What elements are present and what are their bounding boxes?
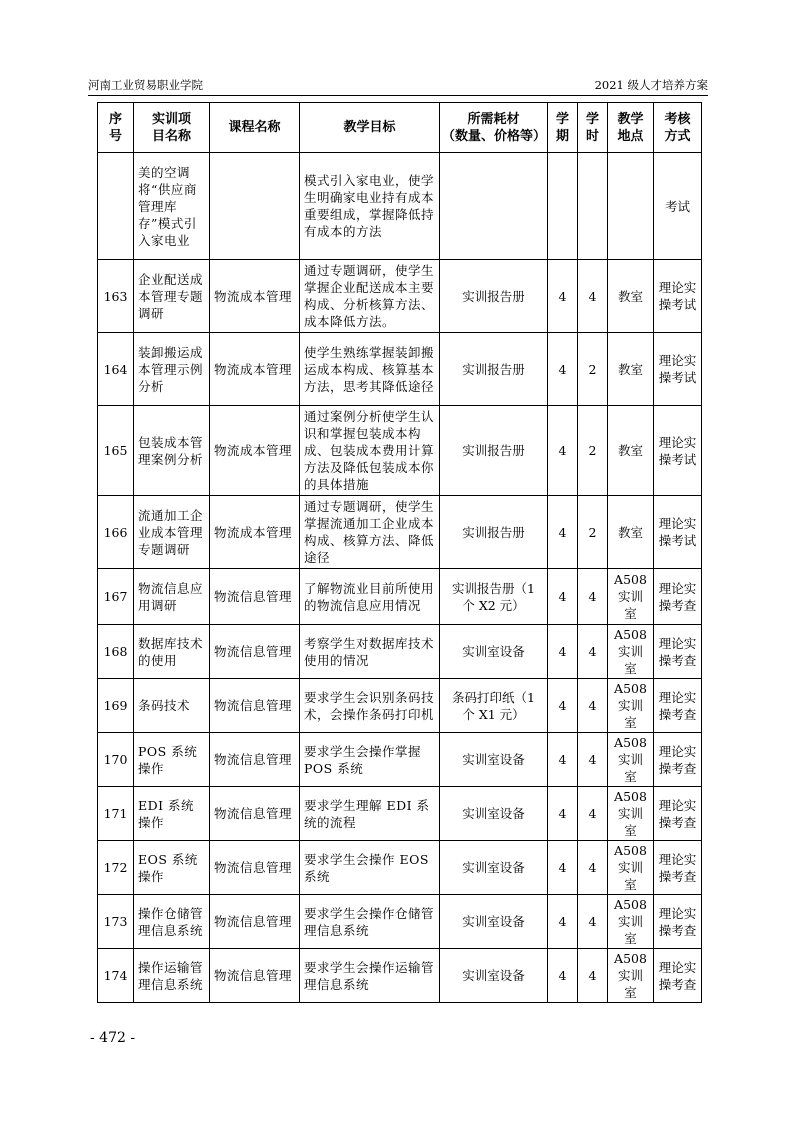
- cell-no: [98, 153, 134, 260]
- col-header-line: 所需耗材: [467, 111, 520, 127]
- table-row: [98, 406, 702, 496]
- table-row: [98, 260, 702, 333]
- cell-name: 包装成本管理案例分析: [134, 406, 210, 496]
- cell-assess: 理论实操考查: [654, 625, 702, 679]
- cell-place: A508 实训室: [608, 733, 654, 787]
- cell-term: 4: [548, 569, 578, 625]
- col-header-term: [548, 103, 578, 153]
- col-header-line: 号: [108, 128, 122, 144]
- col-header-line: 课程名称: [228, 120, 281, 135]
- cell-place: 教室: [608, 260, 654, 333]
- cell-hours: 4: [578, 625, 608, 679]
- cell-name: EOS 系统操作: [134, 841, 210, 895]
- cell-place: A508 实训室: [608, 625, 654, 679]
- col-header-materials: [440, 103, 548, 153]
- col-header-line: 时: [585, 128, 599, 144]
- cell-hours: 4: [578, 787, 608, 841]
- document-title: 2021 级人才培养方案: [594, 78, 708, 92]
- cell-no: 170: [98, 733, 134, 787]
- col-header-line: （数量、价格等）: [442, 128, 547, 144]
- cell-name: 操作运输管理信息系统: [134, 949, 210, 1003]
- col-header-place: [608, 103, 654, 153]
- cell-hours: 4: [578, 841, 608, 895]
- cell-hours: 4: [578, 733, 608, 787]
- cell-term: 4: [548, 496, 578, 569]
- cell-course: 物流信息管理: [210, 569, 300, 625]
- cell-materials: 实训报告册: [440, 496, 548, 569]
- cell-name: 物流信息应用调研: [134, 569, 210, 625]
- cell-goal: 使学生熟练掌握装卸搬运成本构成、核算基本方法，思考其降低途径: [300, 333, 440, 406]
- cell-assess: 理论实操考查: [654, 841, 702, 895]
- page-header: [88, 76, 708, 94]
- cell-goal: 通过案例分析使学生认识和掌握包装成本构成、包装成本费用计算方法及降低包装成本你的具体措施: [300, 406, 440, 496]
- cell-course: 物流信息管理: [210, 841, 300, 895]
- col-header-line: 教学: [617, 111, 644, 127]
- col-header-line: 学: [585, 111, 599, 127]
- col-header-line: 地点: [617, 128, 644, 144]
- cell-goal: 了解物流业目前所使用的物流信息应用情况: [300, 569, 440, 625]
- cell-course: 物流成本管理: [210, 496, 300, 569]
- col-header-line: 实训项: [151, 111, 191, 127]
- col-header-goal: [300, 103, 440, 153]
- cell-materials: [440, 153, 548, 260]
- cell-hours: 4: [578, 895, 608, 949]
- cell-term: 4: [548, 406, 578, 496]
- cell-place: A508 实训室: [608, 787, 654, 841]
- cell-goal: 模式引入家电业，使学生明确家电业持有成本重要组成，掌握降低持有成本的方法: [300, 153, 440, 260]
- table-row: [98, 787, 702, 841]
- cell-course: 物流成本管理: [210, 260, 300, 333]
- cell-goal: 要求学生理解 EDI 系统的流程: [300, 787, 440, 841]
- cell-name: 企业配送成本管理专题调研: [134, 260, 210, 333]
- cell-assess: 理论实操考查: [654, 949, 702, 1003]
- cell-materials: 实训室设备: [440, 625, 548, 679]
- cell-goal: 要求学生会操作掌握 POS 系统: [300, 733, 440, 787]
- cell-materials: 实训报告册（1 个 X2 元）: [440, 569, 548, 625]
- table-row: [98, 841, 702, 895]
- table-header-row: [98, 103, 702, 153]
- cell-name: 美的空调将“供应商管理库存”模式引入家电业: [134, 153, 210, 260]
- table-row: [98, 733, 702, 787]
- col-header-assess: [654, 103, 702, 153]
- table-row: [98, 569, 702, 625]
- cell-course: 物流信息管理: [210, 679, 300, 733]
- col-header-name: [134, 103, 210, 153]
- cell-term: 4: [548, 333, 578, 406]
- cell-hours: 4: [578, 260, 608, 333]
- cell-materials: 实训室设备: [440, 949, 548, 1003]
- cell-term: 4: [548, 841, 578, 895]
- cell-hours: 4: [578, 949, 608, 1003]
- cell-assess: 理论实操考试: [654, 406, 702, 496]
- table-row: [98, 496, 702, 569]
- cell-course: [210, 153, 300, 260]
- cell-no: 169: [98, 679, 134, 733]
- cell-no: 172: [98, 841, 134, 895]
- header-rule: [88, 95, 708, 96]
- col-header-no: [98, 103, 134, 153]
- cell-assess: 理论实操考查: [654, 569, 702, 625]
- cell-no: 168: [98, 625, 134, 679]
- cell-name: 装卸搬运成本管理示例分析: [134, 333, 210, 406]
- cell-assess: 理论实操考查: [654, 733, 702, 787]
- table-row: [98, 333, 702, 406]
- cell-course: 物流信息管理: [210, 949, 300, 1003]
- cell-assess: 理论实操考试: [654, 260, 702, 333]
- cell-term: 4: [548, 260, 578, 333]
- cell-place: A508 实训室: [608, 949, 654, 1003]
- cell-no: 165: [98, 406, 134, 496]
- cell-no: 171: [98, 787, 134, 841]
- cell-goal: 通过专题调研，使学生掌握企业配送成本主要构成、分析核算方法、成本降低方法。: [300, 260, 440, 333]
- cell-hours: 2: [578, 333, 608, 406]
- cell-place: 教室: [608, 496, 654, 569]
- cell-term: 4: [548, 733, 578, 787]
- col-header-line: 教学目标: [343, 120, 396, 135]
- cell-place: A508 实训室: [608, 569, 654, 625]
- cell-name: 条码技术: [134, 679, 210, 733]
- cell-goal: 要求学生会操作 EOS 系统: [300, 841, 440, 895]
- cell-place: A508 实训室: [608, 679, 654, 733]
- cell-materials: 实训室设备: [440, 787, 548, 841]
- col-header-hours: [578, 103, 608, 153]
- cell-no: 173: [98, 895, 134, 949]
- col-header-line: 序: [108, 111, 122, 127]
- col-header-line: 学: [555, 111, 569, 127]
- cell-materials: 实训室设备: [440, 895, 548, 949]
- cell-place: A508 实训室: [608, 841, 654, 895]
- cell-term: 4: [548, 787, 578, 841]
- cell-course: 物流信息管理: [210, 787, 300, 841]
- cell-course: 物流成本管理: [210, 333, 300, 406]
- cell-name: 操作仓储管理信息系统: [134, 895, 210, 949]
- col-header-line: 期: [555, 128, 569, 144]
- cell-assess: 理论实操考试: [654, 333, 702, 406]
- col-header-line: 方式: [664, 128, 691, 144]
- cell-hours: 2: [578, 496, 608, 569]
- cell-place: A508 实训室: [608, 895, 654, 949]
- cell-no: 166: [98, 496, 134, 569]
- cell-place: 教室: [608, 333, 654, 406]
- cell-materials: 实训室设备: [440, 841, 548, 895]
- cell-course: 物流信息管理: [210, 895, 300, 949]
- cell-assess: 考试: [654, 153, 702, 260]
- col-header-line: 考核: [664, 111, 691, 127]
- cell-place: 教室: [608, 406, 654, 496]
- table-row: [98, 153, 702, 260]
- cell-assess: 理论实操考查: [654, 895, 702, 949]
- cell-assess: 理论实操考查: [654, 679, 702, 733]
- cell-hours: 4: [578, 679, 608, 733]
- cell-place: [608, 153, 654, 260]
- cell-course: 物流成本管理: [210, 406, 300, 496]
- cell-no: 163: [98, 260, 134, 333]
- cell-goal: 要求学生会操作仓储管理信息系统: [300, 895, 440, 949]
- cell-term: 4: [548, 625, 578, 679]
- cell-materials: 实训报告册: [440, 406, 548, 496]
- cell-no: 167: [98, 569, 134, 625]
- cell-goal: 要求学生会操作运输管理信息系统: [300, 949, 440, 1003]
- cell-goal: 考察学生对数据库技术使用的情况: [300, 625, 440, 679]
- cell-course: 物流信息管理: [210, 625, 300, 679]
- training-table: [97, 102, 702, 1003]
- cell-term: 4: [548, 679, 578, 733]
- table-row: [98, 895, 702, 949]
- cell-name: 流通加工企业成本管理专题调研: [134, 496, 210, 569]
- cell-term: [548, 153, 578, 260]
- cell-goal: 通过专题调研，使学生掌握流通加工企业成本构成、核算方法、降低途径: [300, 496, 440, 569]
- cell-goal: 要求学生会识别条码技术，会操作条码打印机: [300, 679, 440, 733]
- col-header-line: 目名称: [151, 128, 191, 144]
- cell-hours: 4: [578, 569, 608, 625]
- cell-name: POS 系统操作: [134, 733, 210, 787]
- col-header-course: [210, 103, 300, 153]
- cell-term: 4: [548, 895, 578, 949]
- table-row: [98, 679, 702, 733]
- cell-assess: 理论实操考试: [654, 496, 702, 569]
- cell-hours: [578, 153, 608, 260]
- cell-no: 164: [98, 333, 134, 406]
- page-number: - 472 -: [90, 1030, 136, 1046]
- cell-materials: 实训报告册: [440, 333, 548, 406]
- cell-hours: 2: [578, 406, 608, 496]
- cell-assess: 理论实操考查: [654, 787, 702, 841]
- cell-name: 数据库技术的使用: [134, 625, 210, 679]
- cell-course: 物流信息管理: [210, 733, 300, 787]
- table-row: [98, 949, 702, 1003]
- table-row: [98, 625, 702, 679]
- school-name: 河南工业贸易职业学院: [88, 78, 203, 92]
- cell-term: 4: [548, 949, 578, 1003]
- cell-materials: 实训室设备: [440, 733, 548, 787]
- cell-name: EDI 系统操作: [134, 787, 210, 841]
- cell-no: 174: [98, 949, 134, 1003]
- cell-materials: 条码打印纸（1 个 X1 元）: [440, 679, 548, 733]
- cell-materials: 实训报告册: [440, 260, 548, 333]
